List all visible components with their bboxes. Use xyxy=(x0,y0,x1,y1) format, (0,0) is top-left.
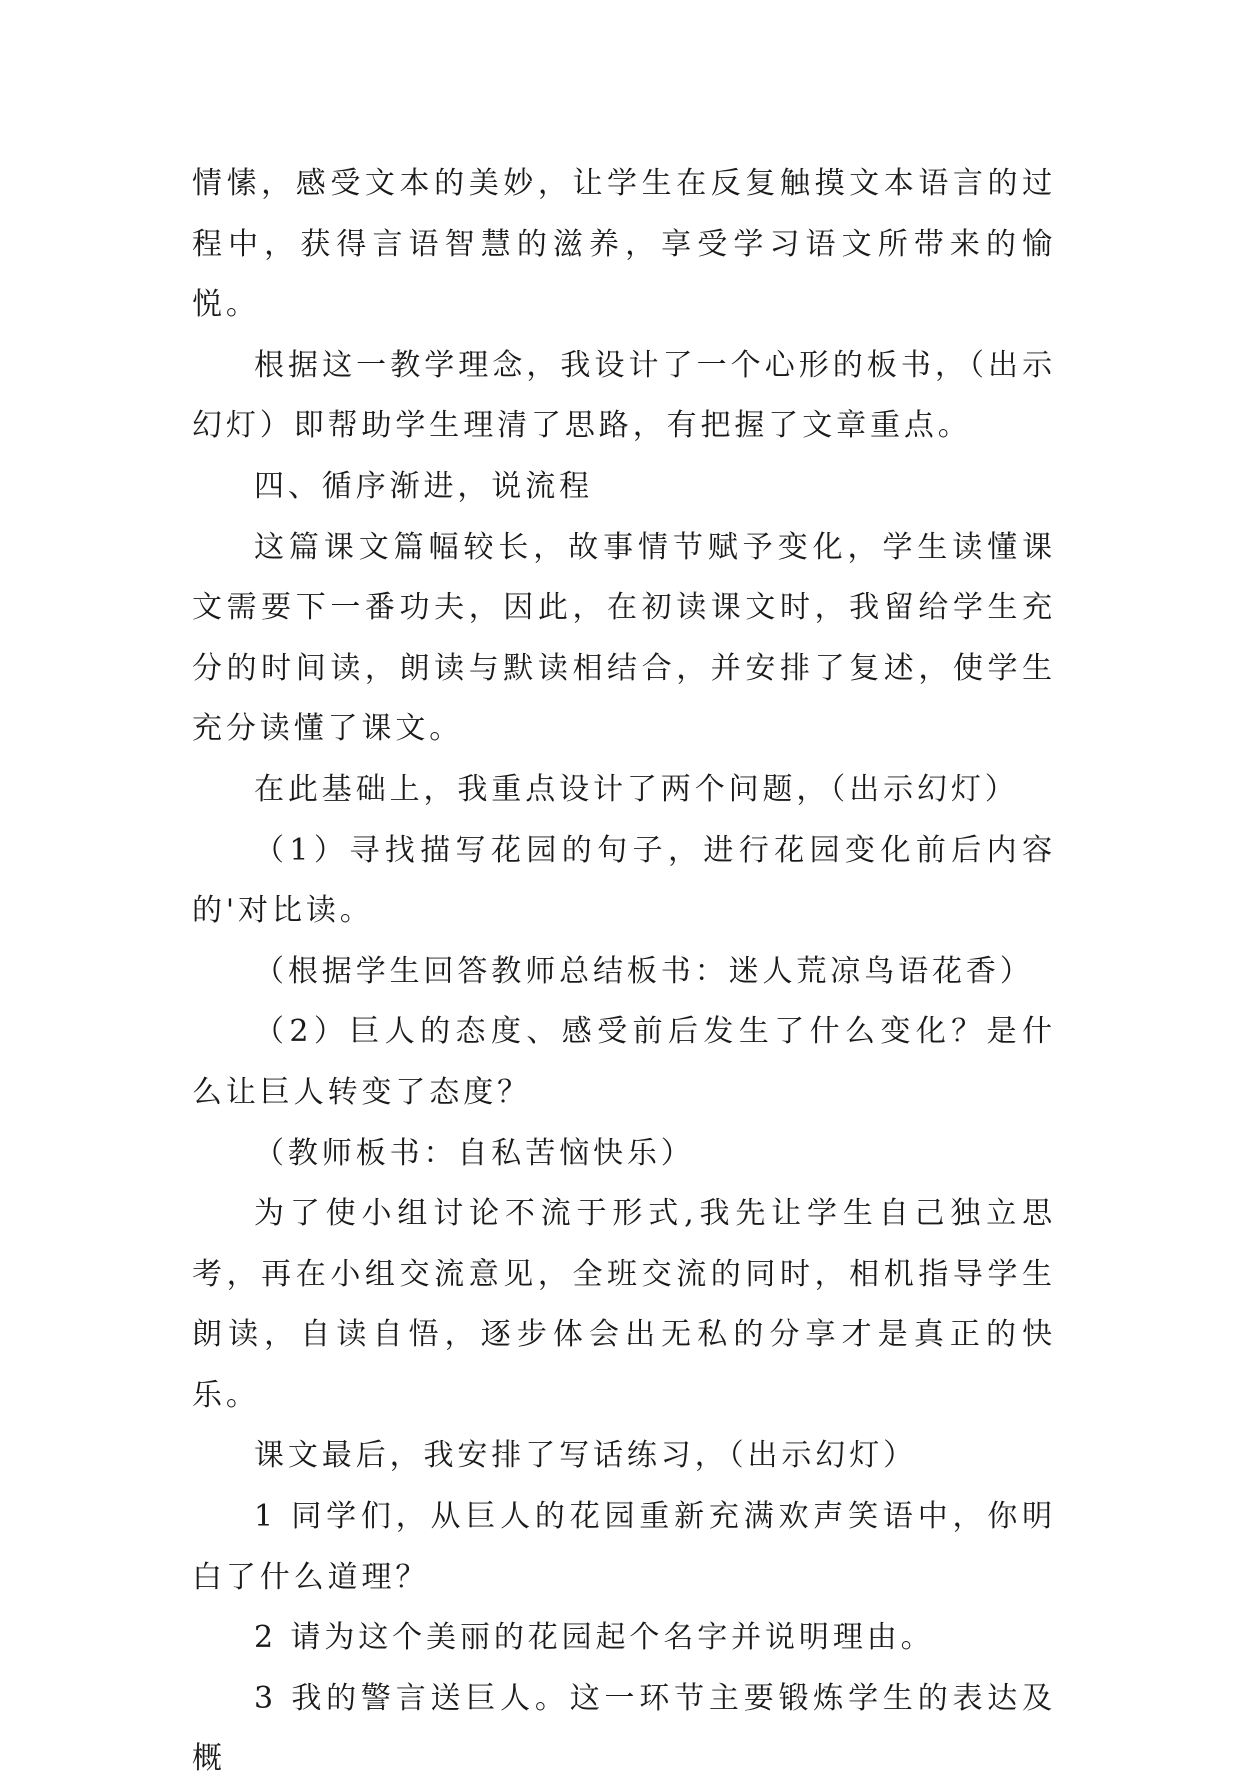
paragraph: 为了使小组讨论不流于形式,我先让学生自己独立思考，再在小组交流意见，全班交流的同时，相机指导学生朗读，自读自悟，逐步体会出无私的分享才是真正的快乐。 xyxy=(192,1196,1056,1413)
paragraph: （1）寻找描写花园的句子，进行花园变化前后内容的'对比读。 xyxy=(192,832,1056,929)
paragraph: 情愫，感受文本的美妙，让学生在反复触摸文本语言的过程中，获得言语智慧的滋养，享受学习语文所带来的愉悦。 xyxy=(192,166,1056,323)
document-body xyxy=(192,154,1056,1790)
list-item: 2 请为这个美丽的花园起个名字并说明理由。 xyxy=(254,1620,935,1656)
paragraph: 课文最后，我安排了写话练习，（出示幻灯） xyxy=(254,1438,917,1474)
paragraph: （根据学生回答教师总结板书：迷人荒凉鸟语花香） xyxy=(254,953,1034,989)
list-item: 1 同学们，从巨人的花园重新充满欢声笑语中，你明白了什么道理？ xyxy=(192,1499,1056,1595)
paragraph: 在此基础上，我重点设计了两个问题，（出示幻灯） xyxy=(254,771,1019,807)
paragraph: （教师板书：自私苦恼快乐） xyxy=(254,1135,695,1171)
paragraph: 这篇课文篇幅较长，故事情节赋予变化，学生读懂课文需要下一番功夫，因此，在初读课文时，我留给学生充分的时间读，朗读与默读相结合，并安排了复述，使学生充分读懂了课文。 xyxy=(192,529,1056,747)
section-heading: 四、循序渐进，说流程 xyxy=(254,468,593,504)
paragraph: （2）巨人的态度、感受前后发生了什么变化？是什么让巨人转变了态度？ xyxy=(192,1014,1056,1110)
list-item: 3 我的警言送巨人。这一环节主要锻炼学生的表达及概 xyxy=(192,1680,1056,1777)
paragraph: 根据这一教学理念，我设计了一个心形的板书，（出示幻灯）即帮助学生理清了思路，有把握了文章重点。 xyxy=(192,347,1056,444)
